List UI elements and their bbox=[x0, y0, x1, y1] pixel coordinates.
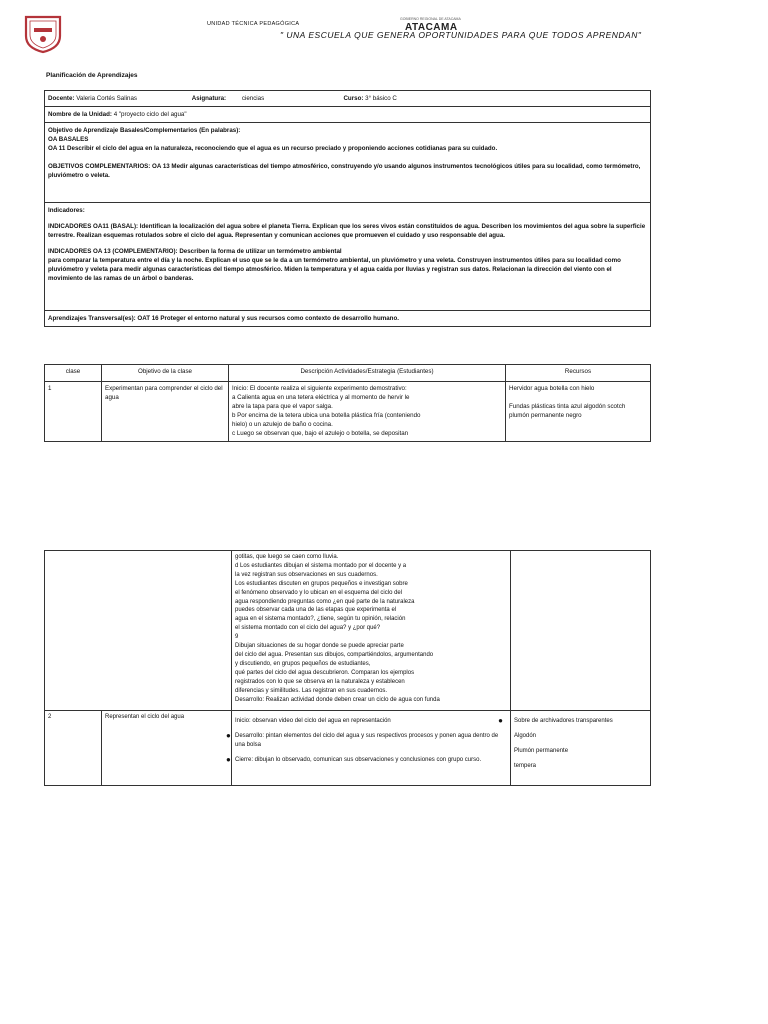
asignatura-value: ciencias bbox=[241, 95, 265, 102]
row1-cont-left bbox=[45, 551, 232, 711]
row2-recurso-1: Sobre de archivadores transparentes bbox=[514, 718, 613, 724]
unit-header: UNIDAD TÉCNICA PEDAGÓGICA bbox=[207, 21, 300, 27]
row1-descripcion: Inicio: El docente realiza el siguiente experimento demostrativo: a Calienta agua en una tetera eléctrica y al momento de hervir le abre la tapa para que el vapor salga. b Por encima de la tetera ubica una botella plástica fría (conteniendo hielo) o un azulejo de baño o cocina. c Luego se observan que, bajo el azulejo o botella, se depositan bbox=[229, 382, 506, 442]
row1-objetivo: Experimentan para comprender el ciclo del agua bbox=[102, 382, 229, 442]
objectives-cell bbox=[45, 123, 651, 203]
info-table bbox=[44, 90, 651, 327]
atacama-logo-text: ATACAMA bbox=[405, 22, 458, 33]
row2-clase: 2 bbox=[45, 711, 102, 786]
unidad-label: Nombre de la Unidad: bbox=[48, 111, 112, 118]
oa-basal-text: OA 11 Describir el ciclo del agua en la naturaleza, reconociendo que el agua es un recurso preciado y proponiendo acciones cotidianas para su cuidado. bbox=[48, 145, 498, 152]
objetivo-title: Objetivo de Aprendizaje Basales/Complementarios (En palabras): bbox=[48, 127, 241, 134]
row2-item-2: ● Desarrollo: pintan elementos del ciclo del agua y sus respectivos procesos y ponen agua dentro de una bolsa bbox=[226, 730, 499, 748]
row2-item-1: ● Inicio: observan video del ciclo del agua en representación bbox=[235, 716, 503, 725]
school-slogan: " UNA ESCUELA QUE GENERA OPORTUNIDADES PARA QUE TODOS APRENDAN" bbox=[280, 30, 642, 40]
header-descripcion: Descripción Actividades/Estrategia (Estudiantes) bbox=[229, 365, 506, 382]
docente-value: Valeria Cortés Salinas bbox=[76, 95, 137, 102]
docente-label: Docente: bbox=[48, 95, 75, 102]
indicadores-basal: INDICADORES OA11 (BASAL): Identifican la localización del agua sobre el planeta Tierra. Explican que los seres vivos están constituidos de agua. Describen los movimientos del agua sobre la superficie terrestre. Realizan esquemas rotulados sobre el ciclo del agua. Representan y comunican acciones que promueven el cuidado y uso responsable del agua. bbox=[48, 223, 646, 239]
activities-table bbox=[44, 364, 651, 442]
row2-recursos bbox=[511, 711, 651, 786]
header-objetivo: Objetivo de la clase bbox=[102, 365, 229, 382]
oa-complementarios: OBJETIVOS COMPLEMENTARIOS: OA 13 Medir algunas características del tiempo atmosférico, construyendo y/o usando algunos instrumentos tecnológicos útiles para su localidad, como termómetro, pluviómetro o veleta. bbox=[48, 163, 641, 179]
indicadores-comp-title: INDICADORES OA 13 (COMPLEMENTARIO): Describen la forma de utilizar un termómetro ambiental bbox=[48, 248, 342, 255]
row2-recurso-4: tempera bbox=[514, 762, 537, 769]
curso-label: Curso: bbox=[343, 95, 364, 102]
plan-title: Planificación de Aprendizajes bbox=[46, 72, 138, 79]
row2-descripcion bbox=[226, 711, 511, 786]
bullet-icon: ● bbox=[226, 730, 231, 740]
row1-recursos-1: Hervidor agua botella con hielo bbox=[509, 385, 595, 392]
row2-recurso-2: Algodón bbox=[514, 732, 537, 739]
indicators-cell bbox=[45, 203, 651, 311]
transversal-row: Aprendizajes Transversal(es): OAT 16 Proteger el entorno natural y sus recursos como contexto de desarrollo humano. bbox=[45, 311, 651, 327]
row1-recursos-2: Fundas plásticas tinta azul algodón scotch plumón permanente negro bbox=[509, 403, 626, 419]
teacher-row bbox=[45, 91, 651, 107]
school-shield-logo bbox=[22, 14, 64, 54]
row2-objetivo: Representan el ciclo del agua bbox=[102, 711, 232, 786]
row1-clase: 1 bbox=[45, 382, 102, 442]
row1-recursos bbox=[506, 382, 651, 442]
row1-cont-recursos bbox=[511, 551, 651, 711]
indicadores-title: Indicadores: bbox=[48, 207, 85, 214]
atacama-caption: GOBIERNO REGIONAL DE ATACAMA bbox=[400, 17, 461, 21]
header-recursos: Recursos bbox=[506, 365, 651, 382]
bullet-icon: ● bbox=[498, 716, 503, 725]
row2-item-3: ● Cierre: dibujan lo observado, comunican sus observaciones y conclusiones con grupo curso. bbox=[226, 754, 482, 764]
row2-recurso-3: Plumón permanente bbox=[514, 747, 569, 754]
unit-row bbox=[45, 107, 651, 123]
bullet-icon: ● bbox=[226, 754, 231, 764]
unidad-value: 4 "proyecto ciclo del agua" bbox=[113, 111, 187, 118]
oa-basales-title: OA BASALES bbox=[48, 136, 89, 143]
indicadores-comp-text: para comparar la temperatura entre el día y la noche. Explican el uso que se le da a un termómetro ambiental, un pluviómetro y una veleta. Construyen instrumentos útiles para su localidad como pluviómetro y veleta para medir algunas características del tiempo atmosférico. Miden la temperatura y el agua caída por lluvias y registran sus datos. Relacionan la dirección del viento con el movimiento de las ramas de un árbol o banderas. bbox=[48, 257, 621, 282]
asignatura-label: Asignatura: bbox=[191, 95, 227, 102]
header-clase: clase bbox=[45, 365, 102, 382]
activities-table-continued bbox=[44, 550, 651, 786]
curso-value: 3° básico C bbox=[365, 95, 397, 102]
row1-cont-descripcion: gotitas, que luego se caen como lluvia. d Los estudiantes dibujan el sistema montado por el docente y a la vez registran sus observaciones en sus cuadernos. Los estudiantes discuten en grupos pequeños e investigan sobre el fenómeno observado y lo ubican en el esquema del ciclo del agua respondiendo preguntas como ¿en qué parte de la naturaleza puedes observar cada una de las etapas que experimenta el agua en el sistema montado?, ¿tiene, según tu opinión, relación el sistema montado con el ciclo del agua? y ¿por qué? 9 Dibujan situaciones de su hogar donde se puede apreciar parte del ciclo del agua. Presentan sus dibujos, compartiéndolos, argumentando y discutiendo, en grupos pequeños de estudiantes, qué partes del ciclo del agua descubrieron. Comparan los ejemplos registrados con lo que se observa en la naturaleza y establecen diferencias y similitudes. Las registran en sus cuadernos. Desarrollo: Realizan actividad donde deben crear un ciclo de agua con funda bbox=[232, 551, 511, 711]
